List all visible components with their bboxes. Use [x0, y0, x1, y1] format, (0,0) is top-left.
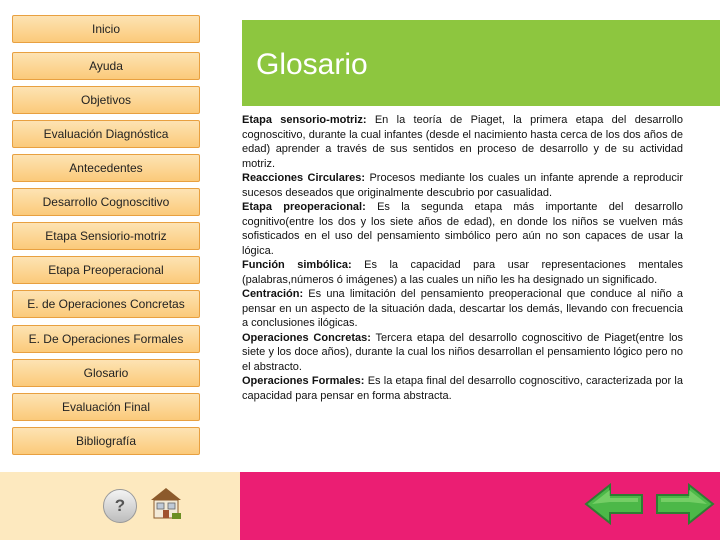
glossary-entry [242, 113, 683, 171]
nav-evaluacion-final[interactable]: Evaluación Final [12, 393, 200, 421]
glossary-term: Operaciones Concretas: [242, 331, 371, 344]
help-button[interactable] [103, 489, 137, 523]
arrow-left-icon [584, 482, 646, 526]
nav-operaciones-formales[interactable]: E. De Operaciones Formales [12, 325, 200, 353]
nav-objetivos[interactable]: Objetivos [12, 86, 200, 114]
glossary-term: Etapa preoperacional: [242, 201, 366, 213]
footer-left-panel [0, 472, 240, 540]
glossary-definition: Tercera etapa del desarrollo cognoscitivo de Piaget(entre los siete y los doce años), durante la cual los niños desarrollan el pensamiento lógico pero no el abstracto. [242, 331, 684, 373]
house-icon [150, 486, 182, 520]
glossary-term: Etapa sensorio-motriz: [242, 114, 367, 126]
nav-etapa-sensorio-motriz[interactable]: Etapa Sensiorio-motriz [12, 222, 200, 250]
glossary-entry [242, 171, 683, 200]
arrow-right-icon [653, 482, 715, 526]
home-button[interactable] [150, 486, 182, 520]
nav-antecedentes[interactable]: Antecedentes [12, 154, 200, 182]
nav-evaluacion-diagnostica[interactable]: Evaluación Diagnóstica [12, 120, 200, 148]
next-button[interactable] [653, 482, 715, 526]
glossary-entry [242, 374, 683, 403]
nav-glosario[interactable]: Glosario [12, 359, 200, 387]
glossary-entry [242, 287, 683, 331]
glossary-term: Función simbólica: [242, 259, 352, 271]
glossary-definition: Es la segunda etapa más importante del desarrollo cognitivo(entre los dos y los siete años de edad), en donde los niños se vuelven más sofisticados en el uso del pensamiento simbólico pero aún no son capaces de usar la lógica. [242, 201, 683, 257]
footer-bar [0, 472, 720, 540]
glossary-entry [242, 200, 683, 258]
glossary-term: Reacciones Circulares: [242, 172, 366, 184]
glossary-content [242, 113, 683, 403]
glossary-term: Centración: [242, 288, 304, 300]
previous-button[interactable] [584, 482, 646, 526]
glossary-entry [242, 258, 683, 287]
glossary-term: Operaciones Formales: [242, 375, 365, 387]
glossary-definition: En la teoría de Piaget, la primera etapa del desarrollo cognoscitivo, durante la cual infantes (desde el nacimiento hasta cerca de los dos años de edad) aprender a través de sus sentidos en proceso de desarrollo y de su actividad motriz. [242, 114, 683, 170]
glossary-entry [242, 331, 683, 375]
nav-etapa-preoperacional[interactable]: Etapa Preoperacional [12, 256, 200, 284]
nav-bibliografia[interactable]: Bibliografía [12, 427, 200, 455]
glossary-definition: Es una limitación del pensamiento preoperacional que conduce al niño a pensar en un aspecto de la situación dada, descartar los demás, llevando con frecuencia a conclusiones ilógicas. [242, 288, 683, 329]
glossary-definition: Es la etapa final del desarrollo cognoscitivo, caracterizada por la capacidad para pensar en forma abstracta. [242, 375, 683, 402]
nav-inicio[interactable]: Inicio [12, 15, 200, 43]
question-mark-icon: ? [114, 496, 126, 515]
nav-desarrollo-cognoscitivo[interactable]: Desarrollo Cognoscitivo [12, 188, 200, 216]
glossary-definition: Procesos mediante los cuales un infante aprende a reproducir sucesos deseados que originalmente descubrio por casualidad. [242, 172, 683, 199]
nav-ayuda[interactable]: Ayuda [12, 52, 200, 80]
nav-operaciones-concretas[interactable]: E. de Operaciones Concretas [12, 290, 200, 318]
header-banner [242, 20, 720, 106]
glossary-definition: Es la capacidad para usar representaciones mentales (palabras,números ó imágenes) a las cuales un niño les ha designado un significado. [242, 259, 683, 286]
page-title: Glosario [256, 48, 368, 81]
